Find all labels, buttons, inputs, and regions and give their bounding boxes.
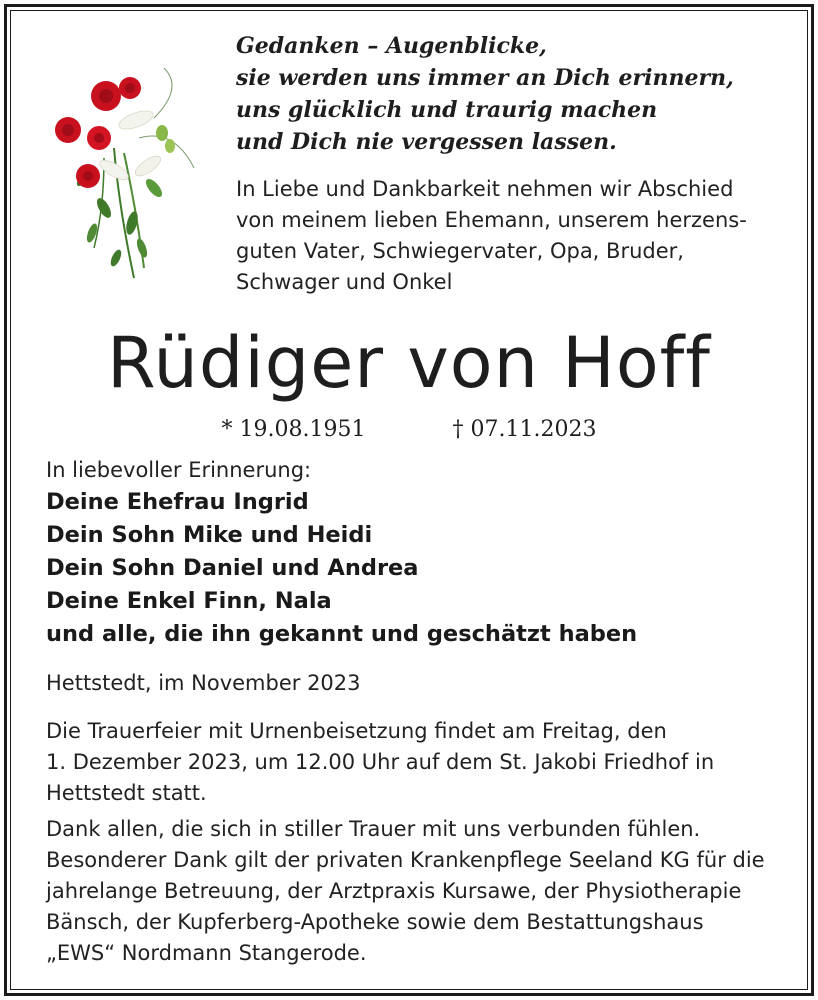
mourner-line: Dein Sohn Daniel und Andrea [46, 555, 419, 581]
flower-bouquet-image [44, 58, 204, 288]
funeral-line: Die Trauerfeier mit Urnenbeisetzung findet am Freitag, den [46, 719, 667, 743]
memory-label: In liebevoller Erinnerung: [46, 458, 312, 482]
mourner-line: Dein Sohn Mike und Heidi [46, 522, 373, 548]
thanks-line: „EWS“ Nordmann Stangerode. [46, 941, 367, 965]
mourners-list [46, 486, 637, 651]
poem-line: sie werden uns immer an Dich erinnern, [236, 65, 734, 91]
thanks-line: Besonderer Dank gilt der privaten Krankenpflege Seeland KG für die [46, 848, 765, 872]
mourner-line: und alle, die ihn gekannt und geschätzt haben [46, 621, 638, 647]
poem-line: uns glücklich und traurig machen [236, 97, 658, 123]
intro-line: von meinem lieben Ehemann, unserem herzens- [236, 208, 747, 232]
thanks-line: Dank allen, die sich in stiller Trauer mit uns verbunden fühlen. [46, 817, 701, 841]
thanks-line: Bänsch, der Kupferberg-Apotheke sowie dem Bestattungshaus [46, 910, 704, 934]
funeral-line: 1. Dezember 2023, um 12.00 Uhr auf dem St. Jakobi Friedhof in [46, 750, 715, 774]
thanks-text [46, 814, 786, 969]
birth-date: * 19.08.1951 [221, 417, 366, 442]
place-and-date: Hettstedt, im November 2023 [46, 671, 361, 695]
poem-line: Gedanken – Augenblicke, [236, 33, 547, 59]
funeral-line: Hettstedt statt. [46, 781, 207, 805]
intro-line: Schwager und Onkel [236, 270, 453, 294]
deceased-name: Rüdiger von Hoff [107, 322, 711, 404]
thanks-line: jahrelange Betreuung, der Arztpraxis Kursawe, der Physiotherapie [46, 879, 742, 903]
mourner-line: Deine Ehefrau Ingrid [46, 489, 309, 515]
intro-line: In Liebe und Dankbarkeit nehmen wir Abschied [236, 177, 734, 201]
poem-line: und Dich nie vergessen lassen. [236, 129, 617, 155]
funeral-info [46, 716, 786, 809]
farewell-intro [236, 174, 796, 298]
mourner-line: Deine Enkel Finn, Nala [46, 588, 332, 614]
intro-line: guten Vater, Schwiegervater, Opa, Bruder, [236, 239, 684, 263]
death-date: † 07.11.2023 [452, 417, 597, 442]
life-dates [0, 414, 818, 446]
poem [236, 30, 796, 158]
